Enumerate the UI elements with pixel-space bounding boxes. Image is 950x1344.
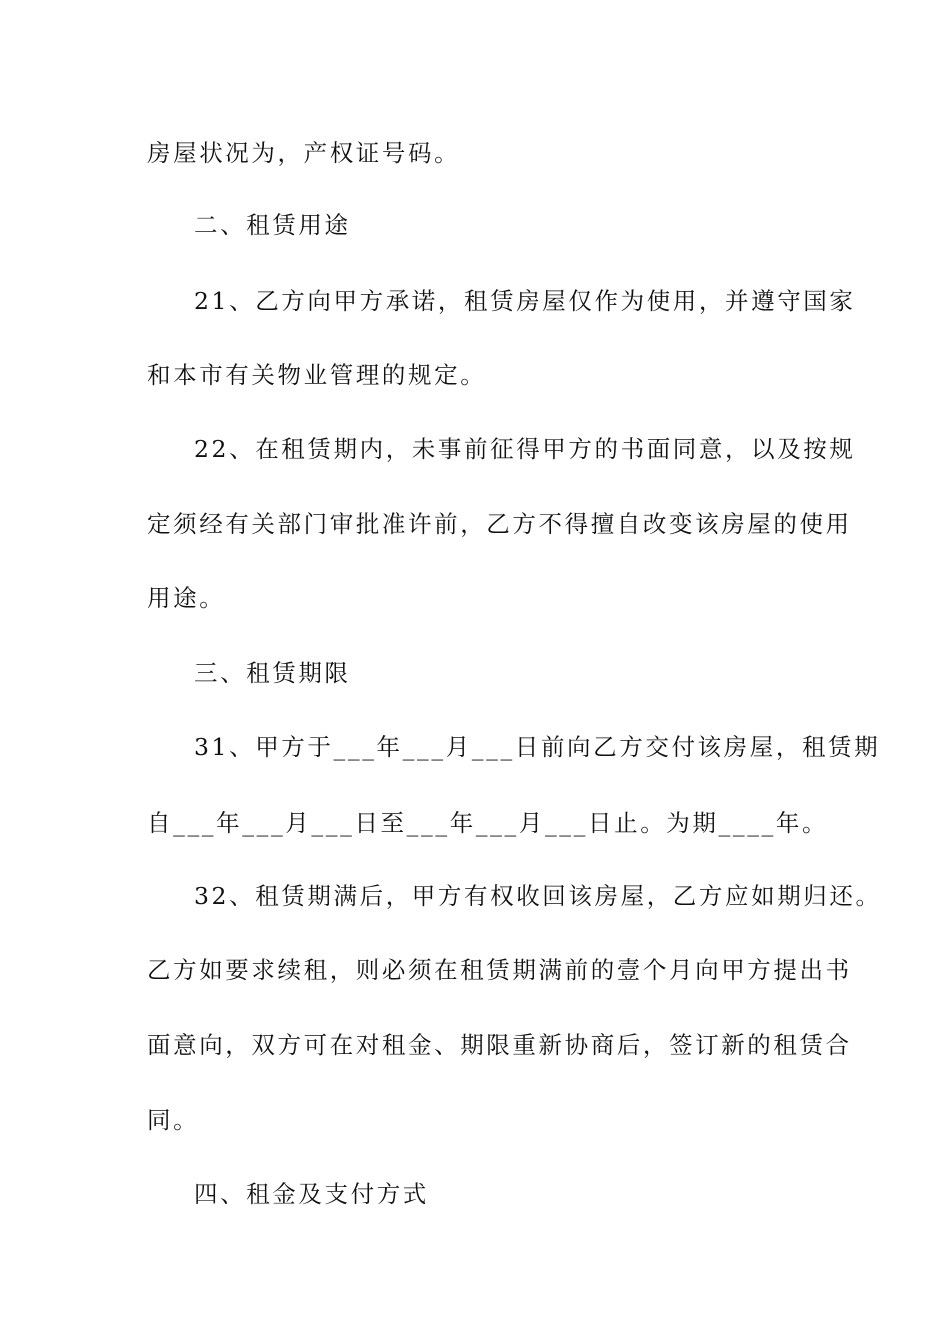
section-heading: 三、租赁期限 [194,659,351,687]
paragraph-line: 面意向，双方可在对租金、期限重新协商后，签订新的租赁合 [147,1031,852,1059]
paragraph-line: 自___年___月___日至___年___月___日止。为期____年。 [147,809,829,837]
paragraph-line: 31、甲方于___年___月___日前向乙方交付该房屋，租赁期 [194,733,881,761]
paragraph-line: 32、租赁期满后，甲方有权收回该房屋，乙方应如期归还。 [194,882,882,910]
paragraph-line: 房屋状况为，产权证号码。 [147,139,461,167]
paragraph-line: 定须经有关部门审批准许前，乙方不得擅自改变该房屋的使用 [147,510,852,538]
section-heading: 二、租赁用途 [194,211,351,239]
paragraph-line: 22、在租赁期内，未事前征得甲方的书面同意，以及按规 [194,435,856,463]
paragraph-line: 21、乙方向甲方承诺，租赁房屋仅作为使用，并遵守国家 [194,287,856,315]
paragraph-line: 和本市有关物业管理的规定。 [147,361,487,389]
paragraph-line: 用途。 [147,584,226,612]
section-heading: 四、租金及支付方式 [194,1180,429,1208]
paragraph-line: 同。 [147,1106,200,1134]
paragraph-line: 乙方如要求续租，则必须在租赁期满前的壹个月向甲方提出书 [147,956,852,984]
